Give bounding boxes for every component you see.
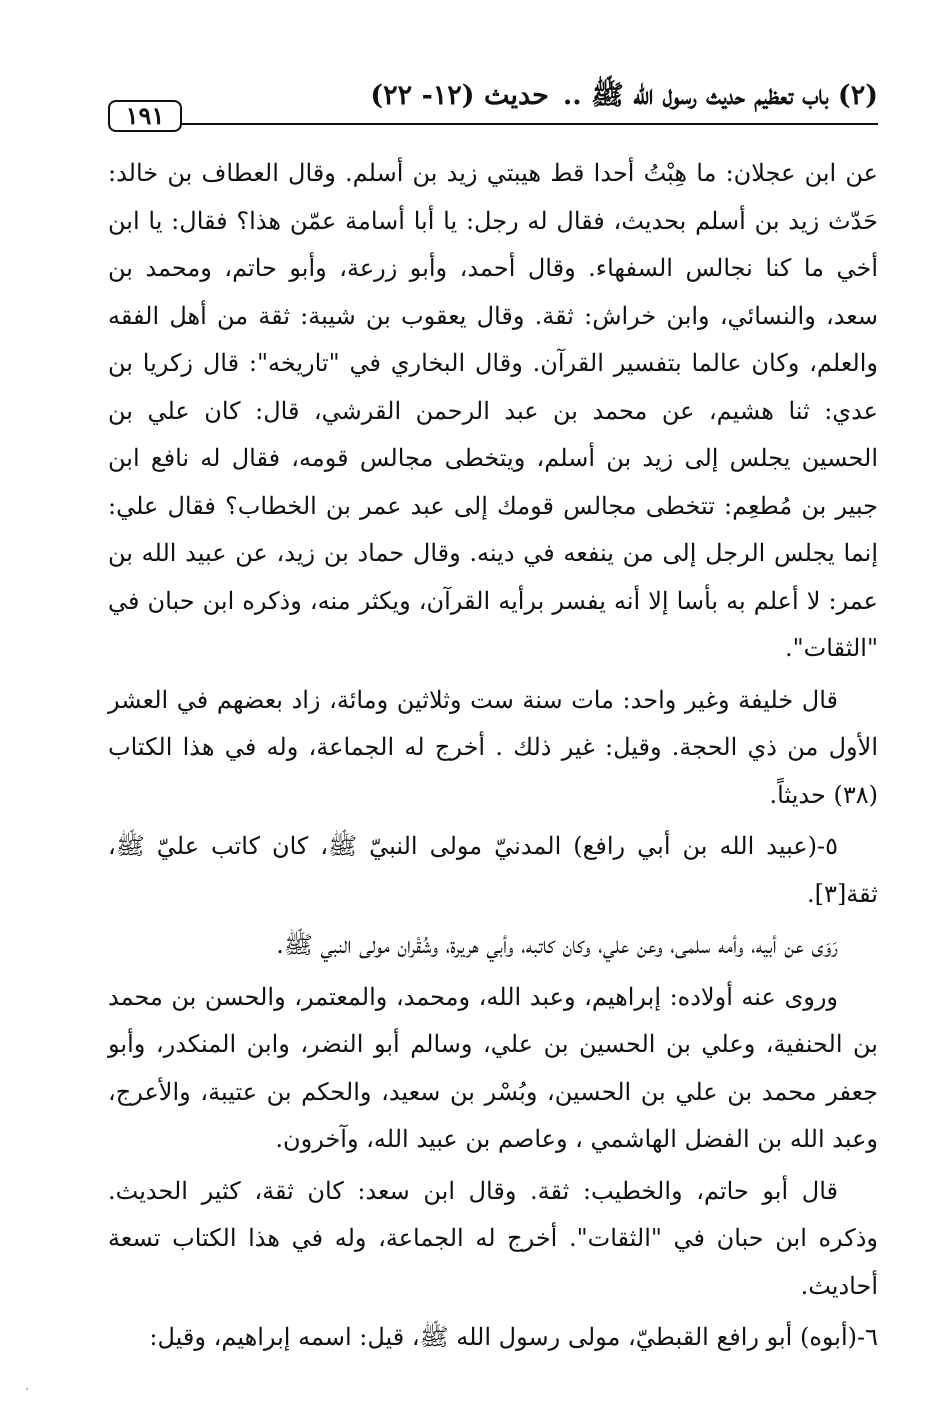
running-title	[370, 78, 878, 118]
chapter-title: (٢) باب تعظيم حديث رسول الله ﷺ ..	[562, 80, 878, 111]
page-header	[108, 76, 878, 132]
hadith-range: حديث (١٢- ٢٢)	[370, 80, 549, 111]
page-number-box	[108, 100, 182, 132]
header-rule	[180, 123, 878, 125]
body-text	[108, 150, 878, 1366]
paragraph-narrator-5-grading: قال أبو حاتم، والخطيب: ثقة. وقال ابن سعد: كان ثقة، كثير الحديث. وذكره ابن حبان في "الثقات". أخرج له الجماعة، وله في هذا الكتاب تسعة أحاديث.	[108, 1176, 878, 1300]
page-number: ١٩١	[125, 101, 165, 130]
paragraph-zayd-bio: عن ابن عجلان: ما هِبْتُ أحدا قط هيبتي زيد بن أسلم. وقال العطاف بن خالد: حَدّث زيد بن أسلم بحديث، فقال له رجل: يا أبا أسامة عمّن هذا؟ فقال: يا ابن أخي ما كنا نجالس السفهاء. وقال أحمد، وأبو زرعة، وأبو حاتم، ومحمد بن سعد، والنسائي، وابن خراش: ثقة. وقال يعقوب بن شيبة: ثقة من أهل الفقه والعلم، وكان عالما بتفسير القرآن. وقال البخاري في "تاريخه": قال زكريا بن عدي: ثنا هشيم، عن محمد بن عبد الرحمن القرشي، قال: كان علي بن الحسين يجلس إلى زيد بن أسلم، ويتخطى مجالس قومه، فقال له نافع ابن جبير بن مُطعِم: تتخطى مجالس قومك إلى عبد عمر بن الخطاب؟ فقال علي: إنما يجلس الرجل إلى من ينفعه في دينه. وقال حماد بن زيد، عن عبيد الله بن عمر: لا أعلم به بأسا إلا أنه يفسر برأيه القرآن، ويكثر منه، وذكره ابن حبان في "الثقات".	[108, 159, 878, 662]
paragraph-zayd-death: قال خليفة وغير واحد: مات سنة ست وثلاثين ومائة، زاد بعضهم في العشر الأول من ذي الحجة. وقيل: غير ذلك . أخرج له الجماعة، وله في هذا الكتاب (٣٨) حديثاً.	[108, 685, 878, 809]
paragraph-narrator-5-students: وروى عنه أولاده: إبراهيم، وعبد الله، ومحمد، والمعتمر، والحسن بن محمد بن الحنفية، وعلي بن الحسين بن علي، وسالم أبو النضر، وابن المنكدر، وأبو جعفر محمد بن علي بن الحسين، وبُسْر بن سعيد، والحكم بن عتيبة، والأعرج، وعبد الله بن الفضل الهاشمي ، وعاصم بن عبيد الله، وآخرون.	[108, 982, 878, 1153]
paragraph-narrator-6-heading: ٦-(أبوه) أبو رافع القبطيّ، مولى رسول الله ﷺ، قيل: اسمه إبراهيم، وقيل:	[149, 1323, 878, 1351]
paragraph-narrator-5-teachers: رَوَى عن أبيه، وأمه سلمى، وعن علي، وكان كاتبه، وأبي هريرة، وشُقْران مولى النبي ﷺ.	[276, 931, 838, 959]
paragraph-narrator-5-heading: ٥-(عبيد الله بن أبي رافع) المدنيّ مولى النبيّ ﷺ، كان كاتب عليّ ﷺ، ثقة[٣].	[108, 832, 878, 908]
scan-speck	[26, 1388, 28, 1390]
